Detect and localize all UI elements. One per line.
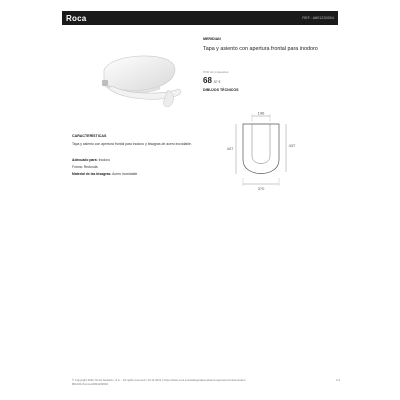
technical-drawings-title: DIBUJOS TÉCNICOS xyxy=(203,88,239,92)
specs-title: CARACTERÍSTICAS xyxy=(72,134,107,138)
footer-copyright: © Copyright 2022, Roca Sanitario, S.A. - All rights reserved | 10.11.2022 | https://www.roca.es/catalogo/tapa-asiento-apertura-frontal-inodoro xyxy=(72,378,246,382)
spec-hinge-label: Material de las bisagras: xyxy=(72,172,112,176)
price-value: 68 xyxy=(203,76,212,85)
specs-description: Tapa y asiento con apertura frontal para inodoro y bisagras de acero inoxidable. xyxy=(72,142,192,146)
dim-top: 196 xyxy=(257,110,265,116)
spec-suitable-value: Inodoro xyxy=(98,158,111,162)
collection-name: MERIDIAN xyxy=(203,37,221,41)
product-reference: REF.: A801230004 xyxy=(302,16,334,20)
product-title: Tapa y asiento con apertura frontal para inodoro xyxy=(203,46,318,52)
price xyxy=(203,76,220,85)
price-label: PVR sin impuestos xyxy=(203,70,229,74)
dim-bottom: 370 xyxy=(257,186,265,191)
footer-code: 801230-/Funcut/A801230004 xyxy=(72,382,109,386)
footer xyxy=(72,378,342,386)
spec-shape-value: Redonda xyxy=(83,165,98,169)
toilet-seat-image xyxy=(90,50,190,115)
technical-drawing xyxy=(216,102,306,194)
dim-right: 437 xyxy=(288,143,296,148)
price-unit: ,57 € xyxy=(212,80,221,84)
spec-hinge xyxy=(72,172,137,176)
page-number: 1/1 xyxy=(336,378,340,382)
spec-suitable-label: Adecuado para: xyxy=(72,158,98,162)
spec-shape-label: Forma: xyxy=(72,165,83,169)
roca-logo: Roca xyxy=(66,13,87,23)
dim-left: 447 xyxy=(226,146,234,151)
spec-shape xyxy=(72,165,97,169)
spec-hinge-value: Acero inoxidable xyxy=(112,172,138,176)
spec-suitable xyxy=(72,158,110,162)
header-bar xyxy=(62,11,338,25)
